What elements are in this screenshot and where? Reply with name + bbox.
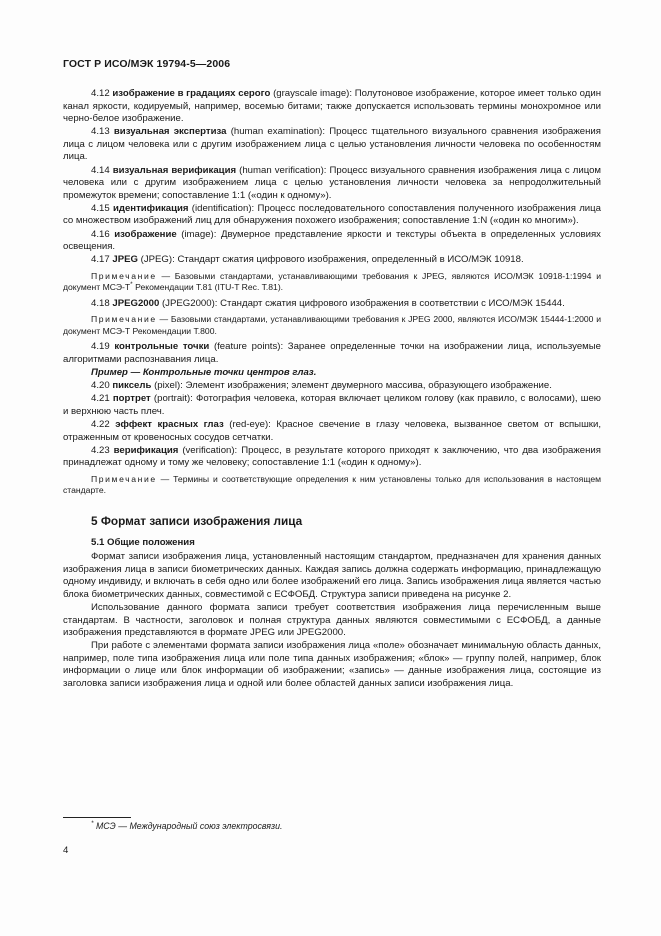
section-5-title: 5 Формат записи изображения лица [91, 513, 303, 528]
note-jpeg2000: Примечание — Базовыми стандартами, устанавливающими требования к JPEG 2000, являются ИСО/МЭК 15444-1:2000 и документ МСЭ-Т Рекомендации Т.800. [63, 314, 601, 336]
term-4-17: 4.17 JPEG (JPEG): Стандарт сжатия цифрового изображения, определенный в ИСО/МЭК 10918. [91, 254, 524, 266]
note-jpeg: Примечание — Базовыми стандартами, устанавливающими требования к JPEG, являются ИСО/МЭК 10918-1:1994 и документ МСЭ-Т* Рекомендации Т.81 (ITU-T Rec. T.81). [63, 270, 601, 293]
term-4-19: 4.19 контрольные точки (feature points): Заранее определенные точки на изображении лица, используемые алгоритмами распознавания лица. [63, 341, 601, 365]
section-5-1-paragraph-3: При работе с элементами формата записи изображения лица «поле» обозначает минимальную область данных, например, поле типа изображения лица или поле типа данных изображения; «блок» — группу полей, например, блок информации о лице или блок информации об изображении; «запись» — данные изображения лица, состоящие из заголовка записи изображения лица и одной или более областей данных записи изображения лица. [63, 640, 601, 689]
term-4-21: 4.21 портрет (portrait): Фотография человека, которая включает целиком голову (как правило, с волосами), шею и верхнюю часть плеч. [63, 393, 601, 417]
page-content [63, 88, 601, 691]
term-4-23: 4.23 верификация (verification): Процесс, в результате которого приходят к заключению, что два изображения принадлежат одному и тому же человеку; сопоставление 1:1 («один к одному»). [63, 444, 601, 469]
footnote-divider [63, 817, 131, 818]
section-5-1-paragraph-2: Использование данного формата записи требует соответствия изображения лица перечисленным выше стандартам. В частности, заголовок и полная структура данных являются совместимыми с ЕСФОБД, а данные изображения представляются в формате JPEG или JPEG2000. [63, 601, 601, 639]
subsection-5-1-title: 5.1 Общие положения [91, 537, 195, 549]
document-header: ГОСТ Р ИСО/МЭК 19794-5—2006 [63, 58, 231, 70]
term-4-22: 4.22 эффект красных глаз (red-eye): Красное свечение в глазу человека, вызванное светом от вспышки, отраженным от кровеносных сосудов сетчатки. [63, 418, 601, 443]
term-4-16: 4.16 изображение (image): Двумерное представление яркости и текстуры объекта в определенных условиях освещения. [63, 228, 601, 253]
term-4-13: 4.13 визуальная экспертиза (human examination): Процесс тщательного визуального сравнения изображения лица с лицом человека или с другим изображением лица с целью установления личности человека по особенностям лица. [63, 126, 601, 163]
term-4-20: 4.20 пиксель (pixel): Элемент изображения; элемент двумерного массива, образующего изображение. [91, 380, 552, 392]
section-5-1-paragraph-1: Формат записи изображения лица, установленный настоящим стандартом, предназначен для хранения данных изображения лица в записи биометрических данных. Каждая запись должна содержать информацию, принадлежащую одному индивиду, и включать в себя одно или более изображений его лица. Запись изображения лица является частью блока биометрических данных, совместимой с ЕСФОБД. Структура записи приведена на рисунке 2. [63, 551, 601, 600]
page-number: 4 [63, 845, 69, 856]
example-feature-points: Пример — Контрольные точки центров глаз. [91, 367, 317, 379]
footnote: * МСЭ — Международный союз электросвязи. [91, 820, 283, 831]
note-terms: Примечание — Термины и соответствующие определения к ним установлены только для использования в настоящем стандарте. [63, 473, 602, 496]
term-4-18: 4.18 JPEG2000 (JPEG2000): Стандарт сжатия цифрового изображения в соответствии с ИСО/МЭК 15444. [91, 297, 565, 309]
term-4-15: 4.15 идентификация (identification): Процесс последовательного сопоставления полученного изображения лица со множеством изображений лиц для обнаружения похожего изображения; сопоставление 1:N («один ко многим»). [63, 202, 601, 227]
term-4-14: 4.14 визуальная верификация (human verification): Процесс визуального сравнения изображения лица с лицом человека или с другим изображением лица с целью установления личности человека за непродолжительный промежуток времени; сопоставление 1:1 («один к одному»). [63, 164, 602, 201]
term-4-12: 4.12 изображение в градациях серого (grayscale image): Полутоновое изображение, которое имеет только один канал яркости, кодируемый, например, восемью битами; также допускается использовать термины монохромное или черно-белое изображение. [63, 88, 602, 125]
